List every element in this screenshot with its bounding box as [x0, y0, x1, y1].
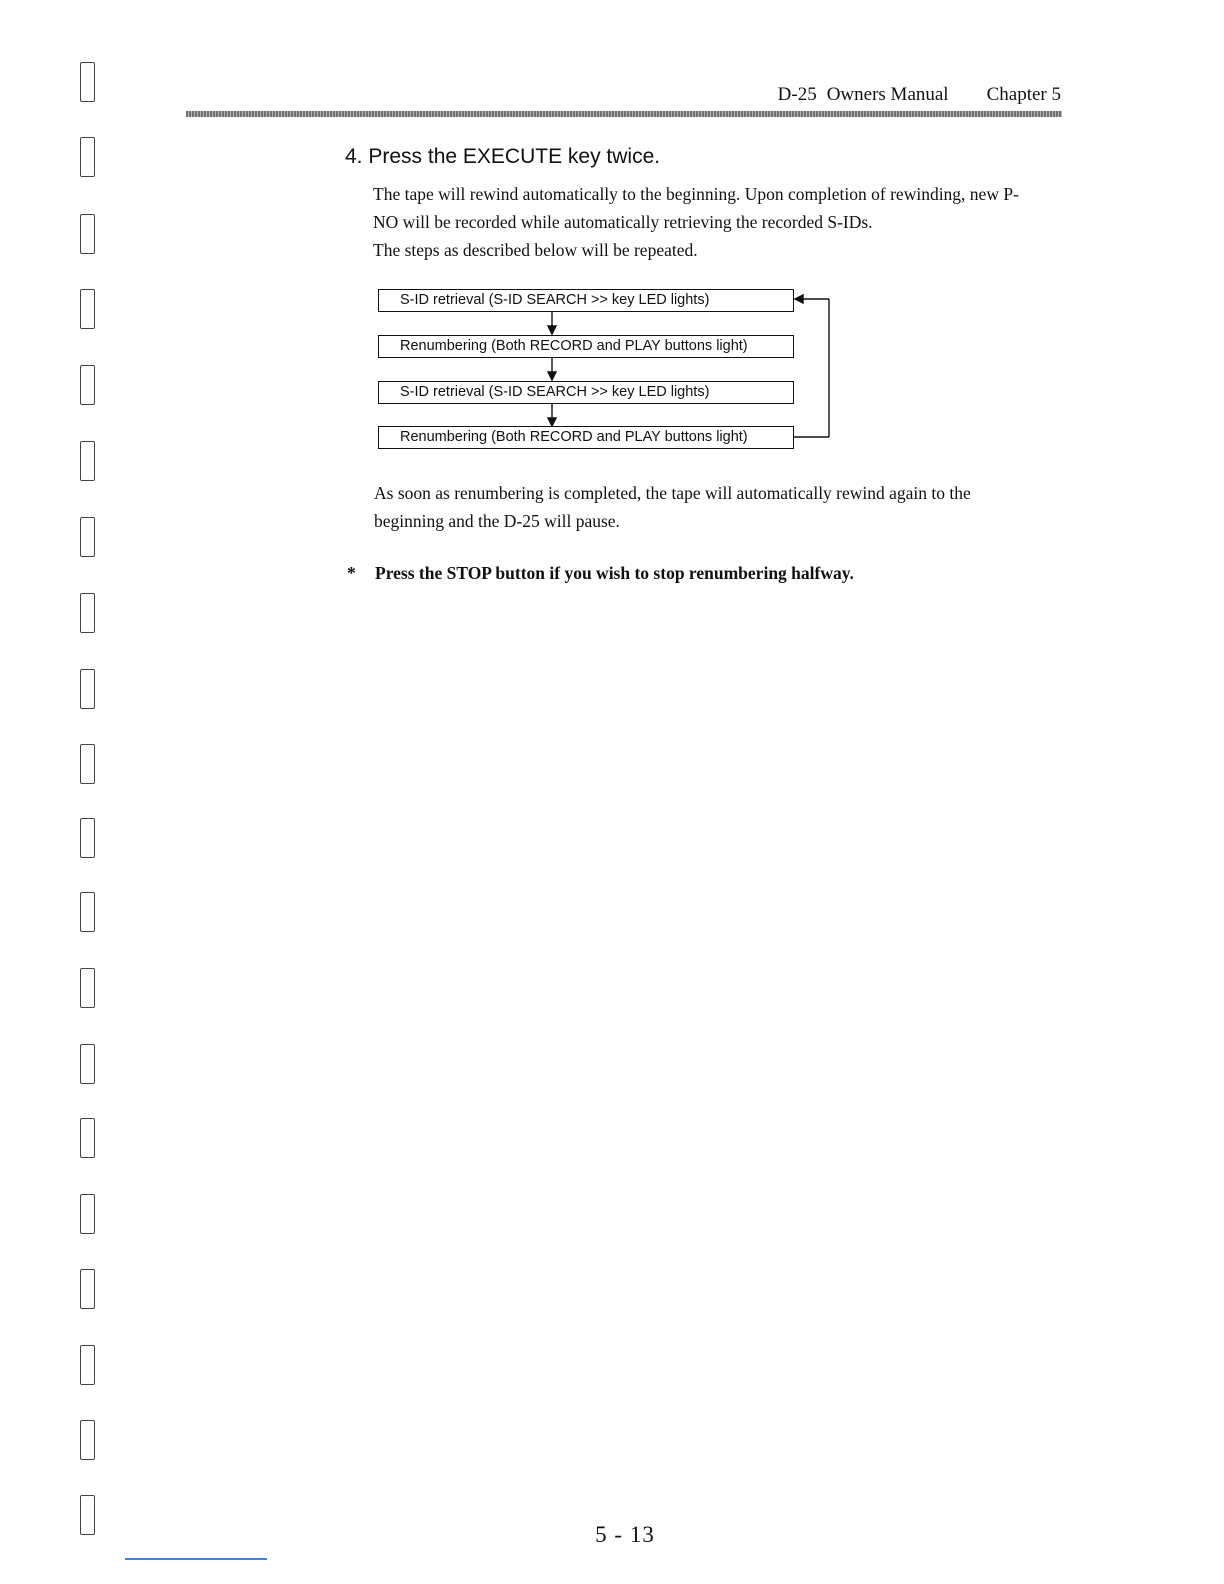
- flow-box-sid-retrieval: S-ID retrieval (S-ID SEARCH >> key LED lights): [378, 289, 794, 312]
- flow-box-renumbering: Renumbering (Both RECORD and PLAY buttons light): [378, 335, 794, 358]
- header-model: D-25: [777, 84, 817, 105]
- flow-arrowhead: [548, 326, 556, 334]
- flow-box-renumbering: Renumbering (Both RECORD and PLAY buttons light): [378, 426, 794, 449]
- binder-hole: [80, 1345, 95, 1385]
- binder-hole: [80, 818, 95, 858]
- step-line: The steps as described below will be repeated.: [373, 240, 698, 260]
- note-marker: *: [347, 563, 356, 583]
- step-line: The tape will rewind automatically to the beginning. Upon completion of rewinding, new P-: [373, 184, 1019, 204]
- binder-hole: [80, 892, 95, 932]
- completion-line: As soon as renumbering is completed, the tape will automatically rewind again to the: [374, 483, 971, 503]
- binder-hole: [80, 968, 95, 1008]
- binder-hole: [80, 1118, 95, 1158]
- step-title: 4. Press the EXECUTE key twice.: [345, 145, 661, 168]
- completion-line: beginning and the D-25 will pause.: [374, 511, 620, 531]
- binder-hole: [80, 1044, 95, 1084]
- header-manual-title: Owners Manual: [826, 84, 949, 105]
- page-number: 5 - 13: [595, 1522, 655, 1547]
- binder-hole: [80, 744, 95, 784]
- binder-hole: [80, 517, 95, 557]
- binder-hole: [80, 593, 95, 633]
- flow-loop-arrowhead: [795, 295, 803, 303]
- binder-hole: [80, 669, 95, 709]
- header-chapter: Chapter 5: [986, 84, 1061, 105]
- stop-note: [347, 563, 854, 584]
- step-line: NO will be recorded while automatically retrieving the recorded S-IDs.: [373, 212, 873, 232]
- binder-hole: [80, 1495, 95, 1535]
- completion-description: [374, 479, 1074, 535]
- note-text: Press the STOP button if you wish to stop renumbering halfway.: [375, 563, 854, 583]
- footer-line: [125, 1558, 267, 1560]
- binder-hole: [80, 1420, 95, 1460]
- flow-box-sid-retrieval: S-ID retrieval (S-ID SEARCH >> key LED lights): [378, 381, 794, 404]
- binder-hole: [80, 1194, 95, 1234]
- flow-arrowhead: [548, 418, 556, 426]
- binder-hole: [80, 1269, 95, 1309]
- flow-arrowhead: [548, 372, 556, 380]
